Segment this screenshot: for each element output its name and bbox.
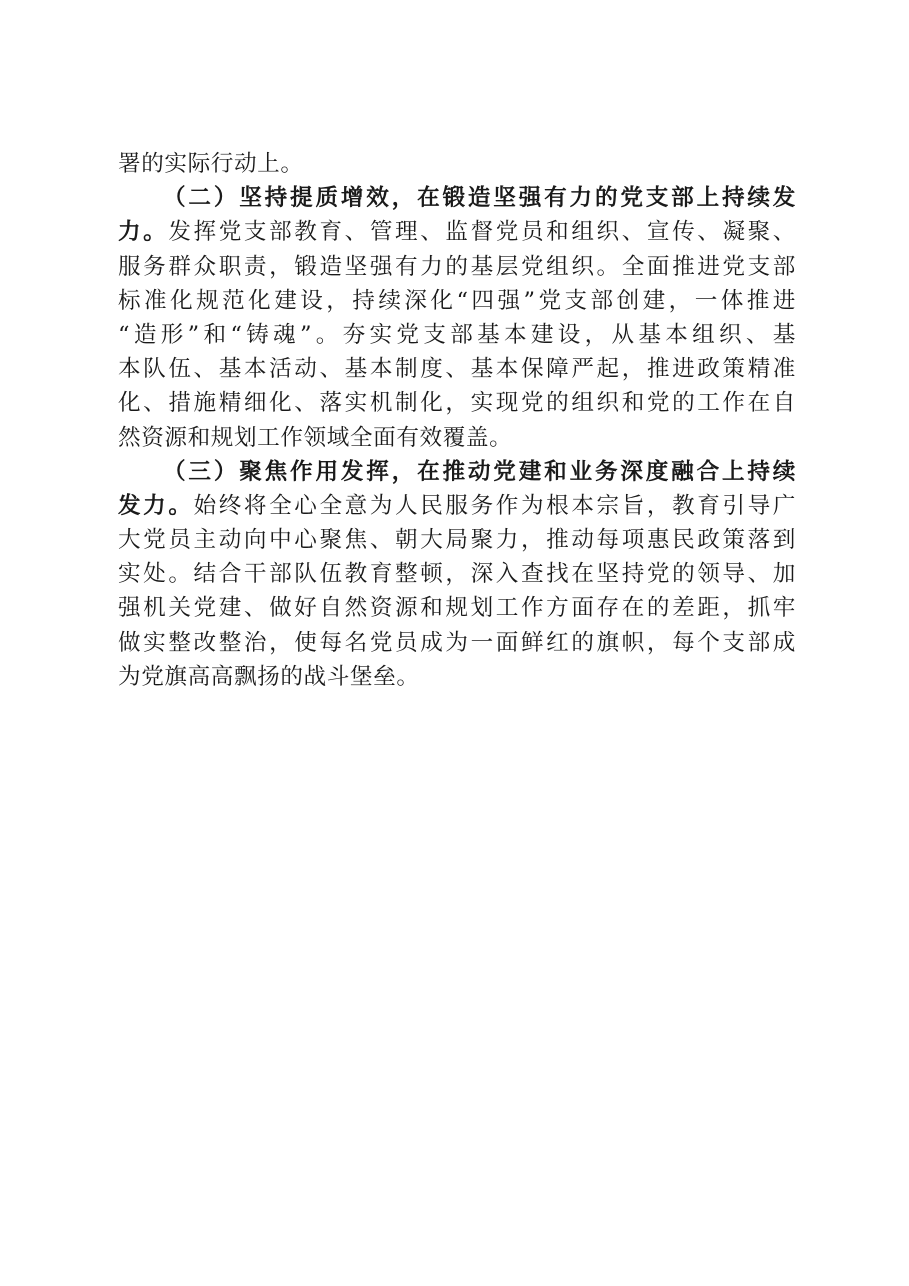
text-line (118, 181, 796, 215)
bold-heading-text: （三）聚焦作用发挥，在推动党建和业务深度融合上持续 (163, 458, 796, 485)
body-text: 做实整改整治，使每名党员成为一面鲜红的旗帜，每个支部成 (118, 629, 796, 656)
body-text: 发挥党支部教育、管理、监督党员和组织、宣传、凝聚、 (168, 219, 796, 246)
bold-heading-text: 发力。 (118, 492, 194, 519)
body-text: 始终将全心全意为人民服务作为根本宗旨，教育引导广 (193, 492, 796, 519)
body-text: 本队伍、基本活动、基本制度、基本保障严起，推进政策精准 (118, 356, 796, 383)
text-line (118, 626, 796, 660)
body-text: 为党旗高高飘扬的战斗堡垒。 (118, 663, 420, 690)
text-line (118, 660, 796, 694)
body-text: 署的实际行动上。 (118, 151, 304, 177)
body-text: 化、措施精细化、落实机制化，实现党的组织和党的工作在自 (118, 390, 796, 417)
text-line (118, 215, 796, 249)
text-line (118, 147, 796, 181)
body-text: “造形”和“铸魂”。夯实党支部基本建设，从基本组织、基 (118, 321, 796, 348)
body-text: 强机关党建、做好自然资源和规划工作方面存在的差距，抓牢 (118, 595, 796, 622)
text-line (118, 352, 796, 386)
bold-heading-text: （二）坚持提质增效，在锻造坚强有力的党支部上持续发 (163, 185, 796, 212)
text-line (118, 421, 796, 455)
text-line (118, 591, 796, 625)
text-line (118, 386, 796, 420)
body-text: 标准化规范化建设，持续深化“四强”党支部创建，一体推进 (118, 287, 796, 314)
text-line (118, 557, 796, 591)
body-text: 服务群众职责，锻造坚强有力的基层党组织。全面推进党支部 (118, 253, 796, 280)
body-text: 大党员主动向中心聚焦、朝大局聚力，推动每项惠民政策落到 (118, 527, 796, 554)
bold-heading-text: 力。 (118, 219, 169, 246)
text-line (118, 284, 796, 318)
document-body (118, 147, 796, 694)
text-line (118, 318, 796, 352)
body-text: 实处。结合干部队伍教育整顿，深入查找在坚持党的领导、加 (118, 561, 796, 588)
text-line (118, 250, 796, 284)
text-line (118, 489, 796, 523)
text-line (118, 523, 796, 557)
text-line (118, 455, 796, 489)
body-text: 然资源和规划工作领域全面有效覆盖。 (118, 424, 513, 451)
